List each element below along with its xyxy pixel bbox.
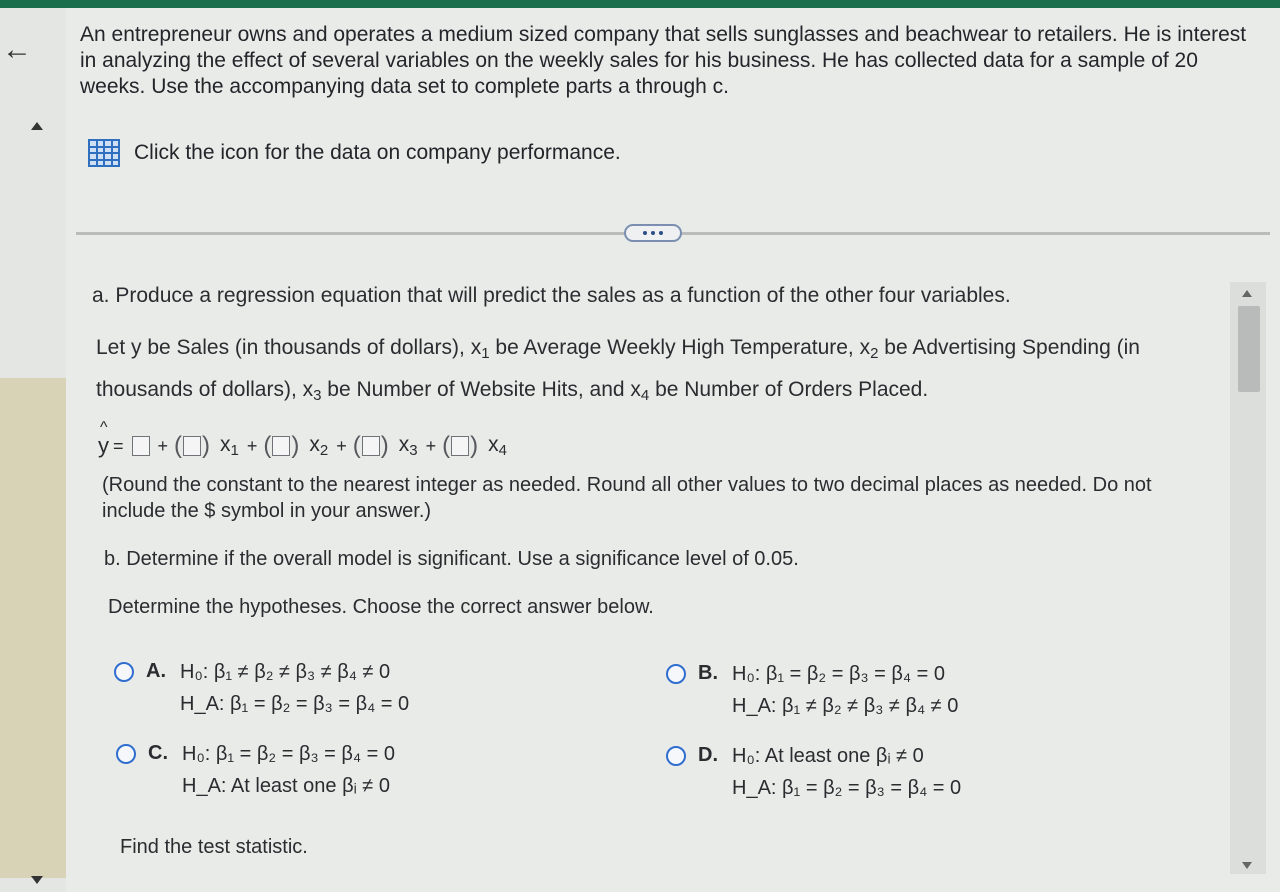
- coef-x2-input[interactable]: ( ): [263, 432, 300, 459]
- rail-up-arrow-icon[interactable]: [31, 122, 43, 130]
- scroll-up-icon[interactable]: [1242, 290, 1252, 297]
- top-bar: [0, 0, 1280, 8]
- rounding-instructions: (Round the constant to the nearest integer as needed. Round all other values to two decimal places as needed. Do not include the $ symbol in your answer.): [102, 474, 1152, 522]
- option-b-ha: H_A: β₁ ≠ β₂ ≠ β₃ ≠ β₄ ≠ 0: [732, 695, 959, 717]
- left-rail: [0, 8, 66, 892]
- option-a[interactable]: A. H₀: β₁ ≠ β₂ ≠ β₃ ≠ β₄ ≠ 0 H_A: β₁ = β₂ = β₃ = β₄ = 0: [114, 660, 409, 720]
- option-c-h0: H₀: β₁ = β₂ = β₃ = β₄ = 0: [182, 743, 395, 765]
- regression-equation: ^ y = + ( ) $x_1$ + ( ) $x_2$ + ( ) $x_3$ + ( ) $x_4$: [98, 428, 513, 464]
- coef-x4-input[interactable]: ( ): [442, 432, 479, 459]
- coef-x3-input[interactable]: ( ): [352, 432, 389, 459]
- option-b-radio[interactable]: [666, 664, 686, 684]
- option-a-radio[interactable]: [114, 662, 134, 682]
- option-d[interactable]: D. H₀: At least one βᵢ ≠ 0 H_A: β₁ = β₂ = β₃ = β₄ = 0: [666, 744, 961, 804]
- option-b[interactable]: B. H₀: β₁ = β₂ = β₃ = β₄ = 0 H_A: β₁ ≠ β₂ ≠ β₃ ≠ β₄ ≠ 0: [666, 662, 958, 722]
- data-link-text[interactable]: Click the icon for the data on company performance.: [134, 141, 621, 164]
- option-c-ha: H_A: At least one βᵢ ≠ 0: [182, 775, 390, 797]
- expand-more-button[interactable]: [624, 224, 682, 242]
- constant-input[interactable]: [132, 436, 150, 456]
- y-hat: ^ y: [98, 433, 109, 459]
- find-test-statistic: Find the test statistic.: [120, 836, 308, 858]
- part-b-question: b. Determine if the overall model is significant. Use a significance level of 0.05.: [104, 548, 799, 570]
- option-b-h0: H₀: β₁ = β₂ = β₃ = β₄ = 0: [732, 663, 945, 685]
- option-c-radio[interactable]: [116, 744, 136, 764]
- option-d-radio[interactable]: [666, 746, 686, 766]
- option-d-h0: H₀: At least one βᵢ ≠ 0: [732, 745, 924, 767]
- option-a-h0: H₀: β₁ ≠ β₂ ≠ β₃ ≠ β₄ ≠ 0: [180, 661, 391, 683]
- variable-definitions: Let y be Sales (in thousands of dollars), $x_1$ be Average Weekly High Temperature, $x_2$ be Advertising Spending (in thousands of dollars), $x_3$ be Number of Website Hits, and $x_4$ be Number of Orders Placed.: [96, 336, 1140, 404]
- back-arrow-icon[interactable]: ←: [2, 33, 32, 66]
- data-table-icon[interactable]: [88, 139, 120, 167]
- problem-intro: An entrepreneur owns and operates a medium sized company that sells sunglasses and beachwear to retailers. He is interest in analyzing the effect of several variables on the weekly sales for his business. He has collected data for a sample of 20 weeks. Use the accompanying data set to complete parts a through c.: [80, 23, 1247, 98]
- option-a-ha: H_A: β₁ = β₂ = β₃ = β₄ = 0: [180, 693, 410, 715]
- rail-down-arrow-icon[interactable]: [31, 876, 43, 884]
- data-link[interactable]: [88, 138, 621, 168]
- scroll-down-icon[interactable]: [1242, 862, 1252, 869]
- coef-x1-input[interactable]: ( ): [174, 432, 211, 459]
- hypotheses-prompt: Determine the hypotheses. Choose the correct answer below.: [108, 596, 654, 618]
- option-c[interactable]: C. H₀: β₁ = β₂ = β₃ = β₄ = 0 H_A: At least one βᵢ ≠ 0: [116, 742, 395, 802]
- scrollbar-thumb[interactable]: [1238, 306, 1260, 392]
- rail-stripe: [0, 378, 66, 878]
- part-a-question: a. Produce a regression equation that will predict the sales as a function of the other four variables.: [92, 284, 1011, 307]
- option-d-ha: H_A: β₁ = β₂ = β₃ = β₄ = 0: [732, 777, 962, 799]
